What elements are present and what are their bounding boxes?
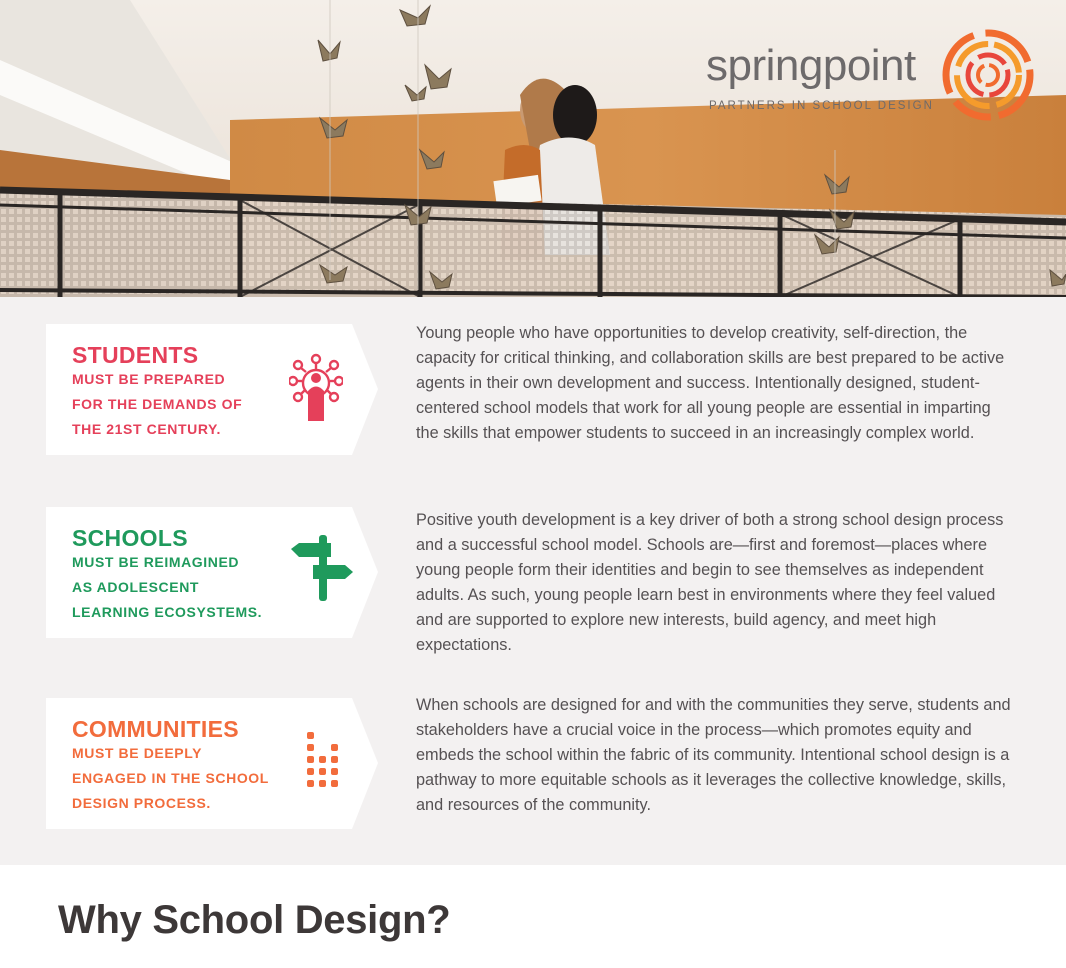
card-title: SCHOOLS [72, 525, 188, 551]
schools-card [46, 507, 358, 637]
dot-grid-icon [306, 732, 346, 788]
spiral-logo-icon [941, 28, 1036, 123]
card-subtitle [72, 741, 272, 816]
card-title: COMMUNITIES [72, 716, 239, 742]
springpoint-logo [706, 28, 1036, 123]
subtitle-line: MUST BE DEEPLY [72, 745, 203, 761]
communities-card [46, 698, 358, 828]
subtitle-line: MUST BE REIMAGINED [72, 554, 240, 570]
signpost-icon [291, 535, 355, 601]
brand-wordmark [706, 42, 916, 90]
person-network-icon [289, 353, 343, 423]
subtitle-line: ENGAGED IN THE SCHOOL [72, 770, 269, 786]
students-card [46, 324, 358, 454]
subtitle-line: AS ADOLESCENT [72, 579, 200, 595]
brand-tagline: PARTNERS IN SCHOOL DESIGN [709, 100, 934, 112]
bottom-section [0, 865, 1066, 968]
brand-name-part1: spring [706, 41, 823, 90]
card-subtitle [72, 367, 272, 442]
content-section [0, 297, 1066, 865]
page-heading: Why School Design? [58, 898, 451, 942]
students-paragraph: Young people who have opportunities to develop creativity, self-direction, the capacity for critical thinking, and collaboration skills are best prepared to be active agents in their own development and success. Intentionally designed, student-centered school models that work for all young people are essential in imparting the skills that empower students to succeed in an increasingly complex world. [416, 324, 1005, 442]
subtitle-line: THE 21ST CENTURY. [72, 421, 221, 437]
subtitle-line: MUST BE PREPARED [72, 371, 226, 387]
subtitle-line: FOR THE DEMANDS OF [72, 396, 243, 412]
communities-paragraph: When schools are designed for and with the communities they serve, students and stakeholders have a crucial voice in the process—which promotes equity and embeds the school within the fabric of its community. Intentional school design is a pathway to more equitable schools as it leverages the collective knowledge, skills, and resources of the community. [416, 696, 1011, 814]
subtitle-line: DESIGN PROCESS. [72, 795, 211, 811]
card-title: STUDENTS [72, 342, 199, 368]
card-subtitle [72, 550, 272, 625]
hero-photo [0, 0, 1066, 297]
schools-paragraph: Positive youth development is a key driver of both a strong school design process and a successful school model. Schools are—first and foremost—places where young people form their identities and begin to see themselves as independent adults. As such, young people learn best in environments where they feel valued and are supported to explore new interests, build agency, and meet high expectations. [416, 511, 1004, 654]
brand-name-part2: point [822, 41, 916, 90]
subtitle-line: LEARNING ECOSYSTEMS. [72, 604, 263, 620]
